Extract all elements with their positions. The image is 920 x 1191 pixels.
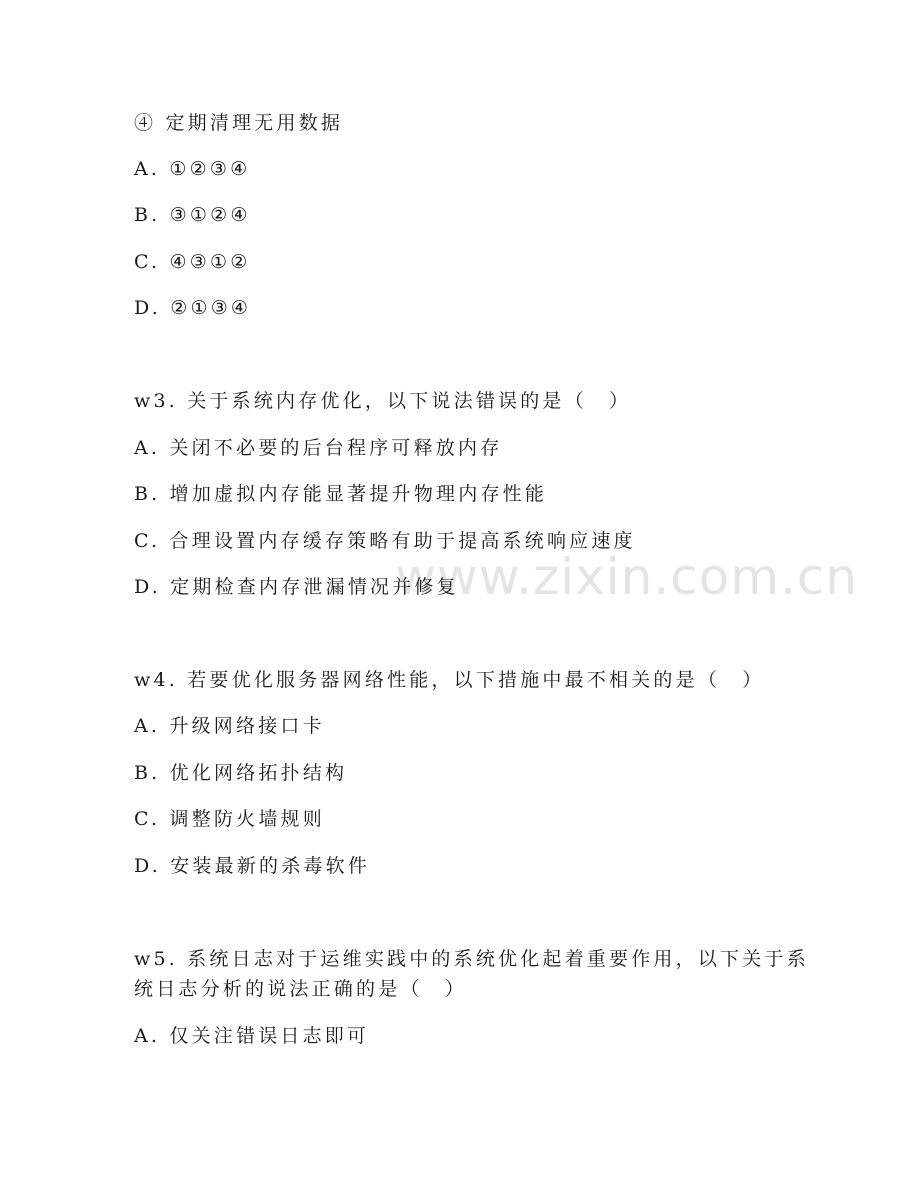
option-b: B. 增加虚拟内存能显著提升物理内存性能 xyxy=(134,483,548,505)
option-a: A. 仅关注错误日志即可 xyxy=(134,1025,370,1047)
option-b: B. 优化网络拓扑结构 xyxy=(134,762,348,784)
question-stem-line-2: 统日志分析的说法正确的是（ ） xyxy=(134,978,468,1000)
option-d: D. 定期检查内存泄漏情况并修复 xyxy=(134,576,459,598)
option-c: C. ④③①② xyxy=(134,251,251,273)
option-a: A. 升级网络接口卡 xyxy=(134,715,325,737)
question-stem-line-1: w5. 系统日志对于运维实践中的系统优化起着重要作用，以下关于系 xyxy=(134,948,809,970)
watermark: www.zixin.com.cn xyxy=(395,548,859,606)
option-d: D. ②①③④ xyxy=(134,297,252,319)
question-stem: w4. 若要优化服务器网络性能，以下措施中最不相关的是（ ） xyxy=(134,669,765,691)
list-item-4: ④ 定期清理无用数据 xyxy=(134,112,344,134)
option-b: B. ③①②④ xyxy=(134,204,251,226)
option-d: D. 安装最新的杀毒软件 xyxy=(134,855,371,877)
option-a: A. 关闭不必要的后台程序可释放内存 xyxy=(134,437,503,459)
question-stem: w3. 关于系统内存优化，以下说法错误的是（ ） xyxy=(134,390,632,412)
option-a: A. ①②③④ xyxy=(134,158,251,180)
option-c: C. 调整防火墙规则 xyxy=(134,808,325,830)
option-c: C. 合理设置内存缓存策略有助于提高系统响应速度 xyxy=(134,530,636,552)
